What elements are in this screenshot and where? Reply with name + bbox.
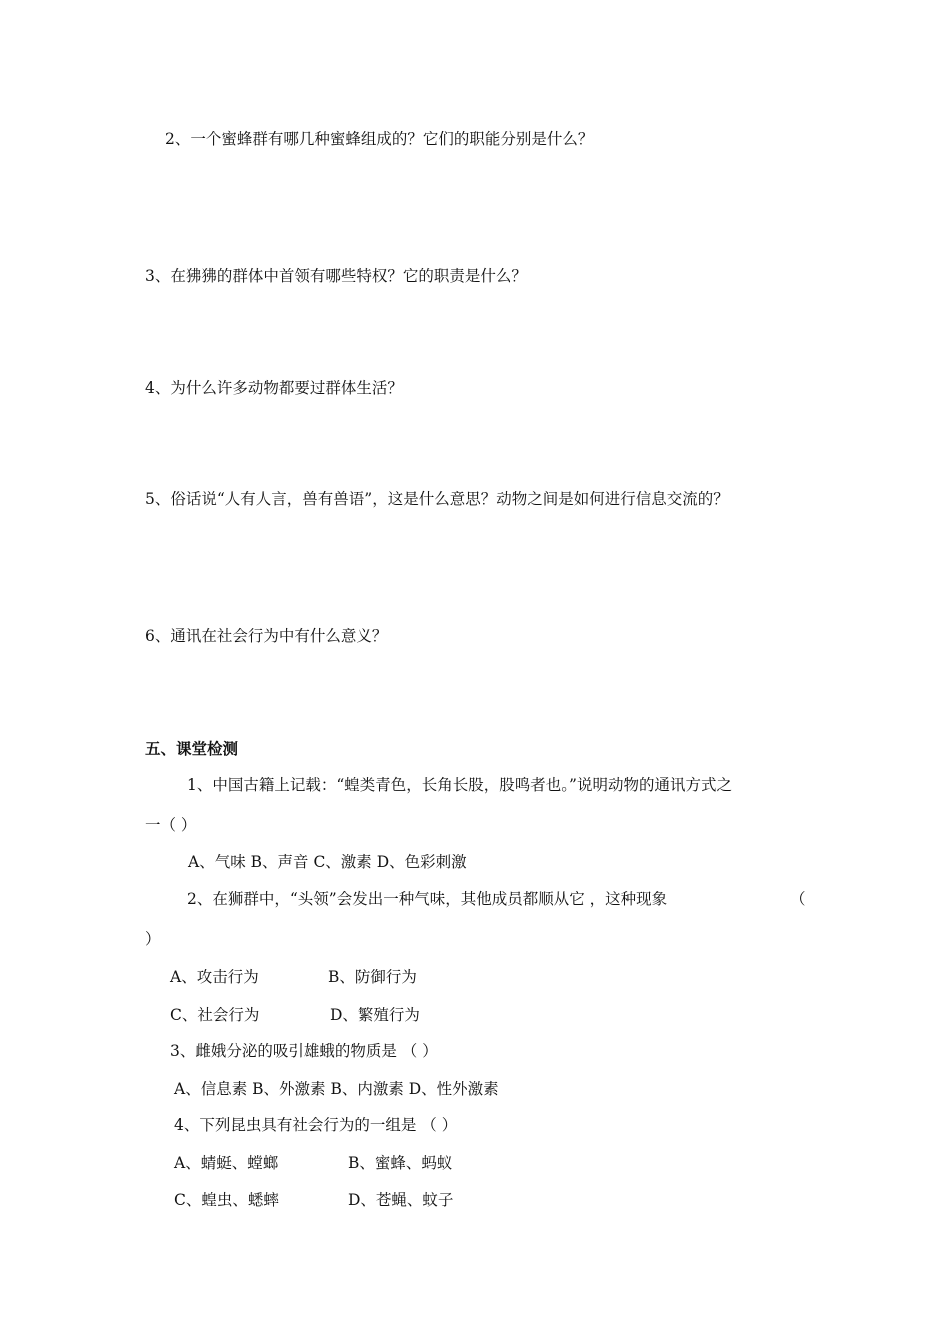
item2-option-d: D、繁殖行为 [330,1006,420,1024]
item4-stem: 4、下列昆虫具有社会行为的一组是 （ ） [174,1116,458,1134]
question-4: 4、为什么许多动物都要过群体生活？ [145,379,403,397]
item3-stem: 3、雌娥分泌的吸引雄蛾的物质是 （ ） [170,1042,438,1060]
item4-option-a: A、蜻蜓、螳螂 [174,1154,279,1172]
item2-paren-open: （ [790,890,806,908]
item3-options: A、信息素 B、外激素 B、内激素 D、性外激素 [174,1080,499,1098]
item4-option-c: C、蝗虫、蟋蟀 [174,1191,279,1209]
item1-stem-line1: 1、中国古籍上记载：“蝗类青色，长角长股，股鸣者也。”说明动物的通讯方式之 [187,776,732,794]
question-3: 3、在狒狒的群体中首领有哪些特权？它的职责是什么？ [145,267,527,285]
item2-option-b: B、防御行为 [328,968,417,986]
item4-option-b: B、蜜蜂、蚂蚁 [348,1154,453,1172]
question-6: 6、通讯在社会行为中有什么意义？ [145,627,388,645]
item1-options: A、气味 B、声音 C、激素 D、色彩刺激 [188,853,467,871]
item2-option-c: C、社会行为 [170,1006,260,1024]
item2-stem: 2、在狮群中，“头领”会发出一种气味，其他成员都顺从它 ，这种现象 [187,890,668,908]
item2-paren-close: ） [145,930,161,948]
item2-option-a: A、攻击行为 [170,968,259,986]
section-title: 五、课堂检测 [145,740,239,758]
item1-stem-line2: 一（ ） [145,816,197,834]
question-5: 5、俗话说“人有人言，兽有兽语”，这是什么意思？动物之间是如何进行信息交流的？ [145,490,729,508]
item4-option-d: D、苍蝇、蚊子 [348,1191,454,1209]
question-2: 2、一个蜜蜂群有哪几种蜜蜂组成的？它们的职能分别是什么？ [165,130,594,148]
